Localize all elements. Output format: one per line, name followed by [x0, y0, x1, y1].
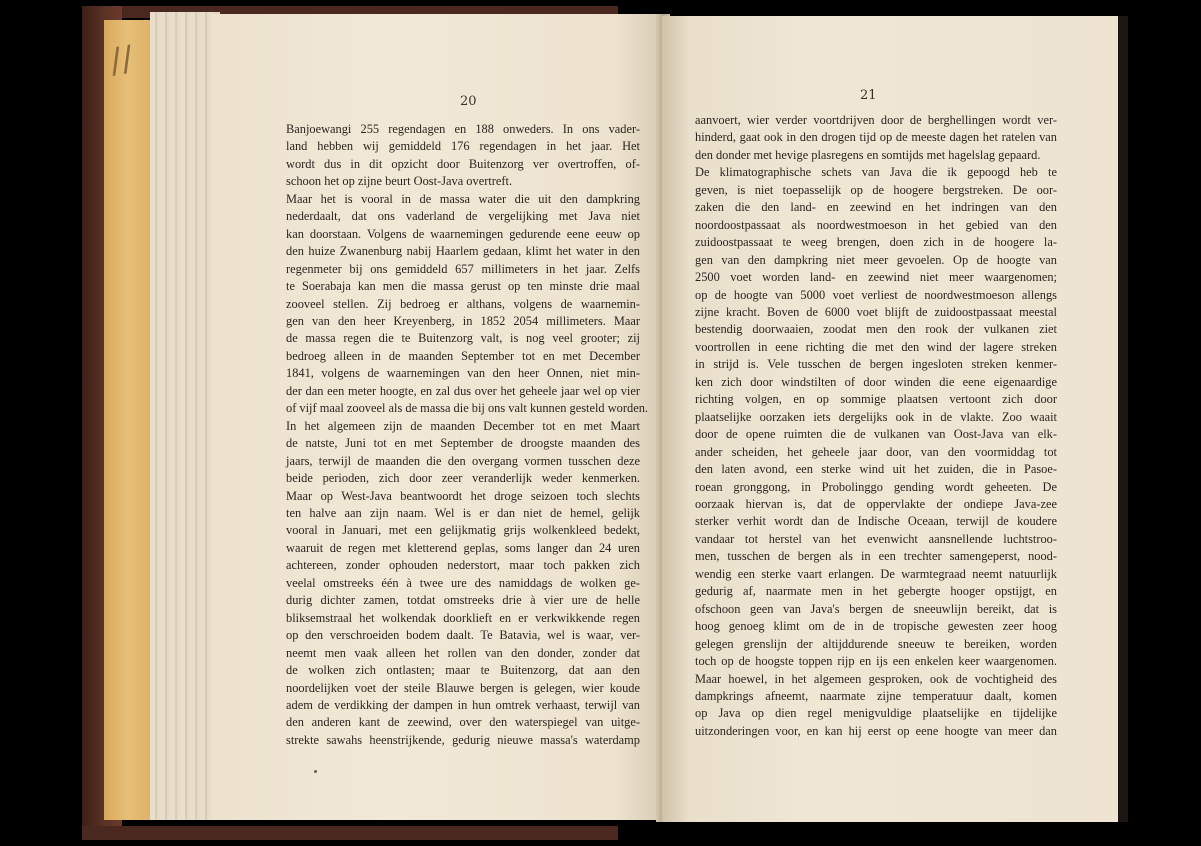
- text-line: Maar hoewel, in het algemeen gesproken, ook de vochtigheid des: [695, 671, 1057, 686]
- text-line: Maar op West-Java beantwoordt het droge seizoen toch slechts: [286, 488, 640, 503]
- text-line: dampkrings afneemt, naarmate zijne temperatuur daalt, komen: [695, 688, 1057, 703]
- text-line: De klimatographische schets van Java die ik gepoogd heb te: [695, 165, 1057, 180]
- text-line: schoon het op zijne beurt Oost-Java overtreft.: [286, 174, 513, 189]
- right-shadow-edge: [1118, 16, 1128, 822]
- text-line: toch op de hoogste toppen rijp en ijs een enkelen keer waargenomen.: [695, 654, 1057, 669]
- right-page-text: [695, 112, 1057, 740]
- text-line: achtereen, zonder ophouden nederstort, maar toch pakken zich: [286, 558, 640, 573]
- text-line: der dan een meter hoogte, en zal dus over het geheele jaar wel op vier: [286, 383, 640, 398]
- text-line: neemt men vaak alleen het rollen van den donder, zonder dat: [286, 645, 640, 660]
- text-line: ten halve aan zijn naam. Wel is er dan niet de hemel, gelijk: [286, 505, 640, 520]
- text-line: ofschoon geen van Java's bergen de sneeuwlijn bereikt, dat is: [695, 601, 1057, 616]
- text-line: uitzonderingen voor, en kan hij eerst op eene hoogte van meer dan: [695, 723, 1057, 738]
- text-line: richting volgen, en op sommige plaatsen vertoont zich door: [695, 392, 1057, 407]
- text-line: bedroeg alleen in de maanden September tot en met December: [286, 348, 640, 363]
- text-line: op de hoogte van 5000 voet verliest de noordwestmoeson allengs: [695, 287, 1057, 302]
- text-line: beide perioden, zich door zeer veranderlijk weder kenmerken.: [286, 471, 640, 486]
- text-line: bliksemstraal het wolkendak doorklieft en er verkwikkende regen: [286, 610, 640, 625]
- text-line: geven, is niet toepasselijk op de hoogere bergstreken. De oor-: [695, 182, 1057, 197]
- text-line: Banjoewangi 255 regendagen en 188 onweders. In ons vader-: [286, 122, 640, 136]
- text-line: de massa regen die te Buitenzorg valt, is nog veel grooter; zij: [286, 331, 640, 346]
- text-line: plaatselijke oorzaken iets dergelijks ook in de vlakte. Zoo waait: [695, 409, 1057, 424]
- endpaper-pencil-marks: //: [106, 38, 137, 82]
- text-line: Maar het is vooral in de massa water die uit den dampkring: [286, 191, 640, 206]
- text-line: roean gronggong, in Probolinggo gending wordt geheeten. De: [695, 479, 1057, 494]
- right-page: [662, 16, 1120, 822]
- paper-speck: [314, 770, 317, 773]
- text-line: gelegen grenslijn der altijddurende sneeuw te bereiken, worden: [695, 636, 1057, 651]
- text-line: op Java op dien regel menigvuldige plaatselijke en tijdelijke: [695, 706, 1057, 721]
- text-line: den donder met hevige plasregens en somtijds met hagelslag gepaard.: [695, 147, 1041, 162]
- text-line: strekte sawahs heenstrijkende, gedurig nieuwe massa's waterdamp: [286, 732, 640, 747]
- text-line: aanvoert, wier verder voortdrijven door de berghellingen wordt ver-: [695, 113, 1057, 127]
- text-line: 1841, volgens de waarnemingen van den heer Onnen, niet min-: [286, 366, 640, 381]
- text-line: de natste, Juni tot en met September de droogste maanden des: [286, 436, 640, 451]
- text-line: nederdaalt, dat ons vaderland de vergelijking met Java niet: [286, 209, 640, 224]
- text-line: veelal omstreeks één à twee ure des namiddags de wolken ge-: [286, 575, 640, 590]
- text-line: waaruit de regen met kletterend geplas, soms langer dan 24 uren: [286, 540, 640, 555]
- text-line: noordoostpassaat als noordwestmoeson in het gebied van den: [695, 217, 1057, 232]
- text-line: In het algemeen zijn de maanden December tot en met Maart: [286, 418, 640, 433]
- text-line: zaken die den land- en zeewind en het indringen van den: [695, 200, 1057, 215]
- text-line: zooveel stellen. Zij bedroeg er althans, volgens de waarnemin-: [286, 296, 640, 311]
- left-page-number: 20: [460, 94, 477, 109]
- text-line: zijne kracht. Boven de 6000 voet blijft de zuidoostpassaat meestal: [695, 304, 1057, 319]
- text-line: regenmeter bij ons gemiddeld 657 millimeters in het jaar. Zelfs: [286, 261, 640, 276]
- text-line: gedurig af, naarmate men in het gebergte hooger opstijgt, en: [695, 584, 1057, 599]
- text-line: den laten avond, een sterke wind uit het zuiden, die in Pasoe-: [695, 462, 1057, 477]
- text-line: ander scheiden, het geheele jaar door, van den voormiddag tot: [695, 444, 1057, 459]
- text-line: vooral in Januari, met een gelijkmatig grijs wolkenkleed bedekt,: [286, 523, 640, 538]
- text-line: in strijd is. Vele tusschen de bergen ingesloten streken kenmer-: [695, 357, 1057, 372]
- text-line: of vijf maal zooveel als de massa die bij ons valt kunnen gesteld worden.: [286, 401, 648, 416]
- endpaper: [104, 20, 150, 820]
- text-line: vandaar tot herstel van het evenwicht aansnellende luchtstroo-: [695, 531, 1057, 546]
- text-line: hoog genoeg klimt om de in de tropische gewesten zeer hoog: [695, 619, 1057, 634]
- text-line: wendig een sterke vaart erlangen. De warmtegraad neemt natuurlijk: [695, 566, 1057, 581]
- text-line: 2500 voet worden land- en zeewind niet meer waargenomen;: [695, 270, 1057, 285]
- right-page-number: 21: [860, 88, 877, 103]
- text-line: jaars, terwijl de maanden die den overgang vormen tusschen deze: [286, 453, 640, 468]
- text-line: sterker verhit wordt dan de Indische Oceaan, terwijl de koudere: [695, 514, 1057, 529]
- text-line: zuidoostpassaat te weeg brengen, doen zich in de hoogere la-: [695, 235, 1057, 250]
- book-cover-bottom-edge: [82, 826, 618, 840]
- text-line: den anderen kant de zeewind, over den waterspiegel van uitge-: [286, 715, 640, 730]
- text-line: noordelijken voet der steile Blauwe bergen is gelegen, wier koude: [286, 680, 640, 695]
- text-line: den huize Zwanenburg nabij Haarlem gedaan, klimt het water in den: [286, 244, 640, 259]
- text-line: land hebben wij gemiddeld 176 regendagen in het jaar. Het: [286, 139, 640, 154]
- left-page-text: [286, 121, 648, 749]
- text-line: de wolken zich ontlasten; maar te Buitenzorg, dat aan den: [286, 663, 640, 678]
- text-line: ken zich door windstilten of door winden die eene eigenaardige: [695, 374, 1057, 389]
- text-line: durig dichter zamen, totdat omstreeks drie à vier ure de helle: [286, 593, 640, 608]
- text-line: op den verschroeiden bodem daalt. Te Batavia, wel is waar, ver-: [286, 628, 640, 643]
- page-edges-stack: [150, 12, 220, 820]
- text-line: kan doorstaan. Volgens de waarnemingen gedurende eene eeuw op: [286, 226, 640, 241]
- text-line: door de opene ruimten die de vulkanen van Oost-Java van elk-: [695, 427, 1057, 442]
- text-line: oorzaak hiervan is, dat de oppervlakte der ondiepe Java-zee: [695, 496, 1057, 511]
- text-line: bestendig doorwaaien, zoodat men den rook der vulkanen ziet: [695, 322, 1057, 337]
- text-line: voortrollen in eene richting die met den wind der lagere streken: [695, 339, 1057, 354]
- text-line: wordt dus in dit opzicht door Buitenzorg ver overtroffen, of-: [286, 156, 640, 171]
- left-page: [212, 14, 660, 820]
- text-line: adem de verdikking der dampen in hun omtrek verhaast, terwijl van: [286, 697, 640, 712]
- text-line: hinderd, gaat ook in den drogen tijd op de meeste dagen het ratelen van: [695, 130, 1057, 145]
- text-line: gen van den heer Kreyenberg, in 1852 2054 millimeters. Maar: [286, 313, 640, 328]
- text-line: te Soerabaja kan men die massa gerust op ten minste drie maal: [286, 279, 640, 294]
- text-line: men, tusschen de bergen als in een trechter samengeperst, nood-: [695, 549, 1057, 564]
- text-line: gen van den dampkring niet meer gevoelen. Op de hoogte van: [695, 252, 1057, 267]
